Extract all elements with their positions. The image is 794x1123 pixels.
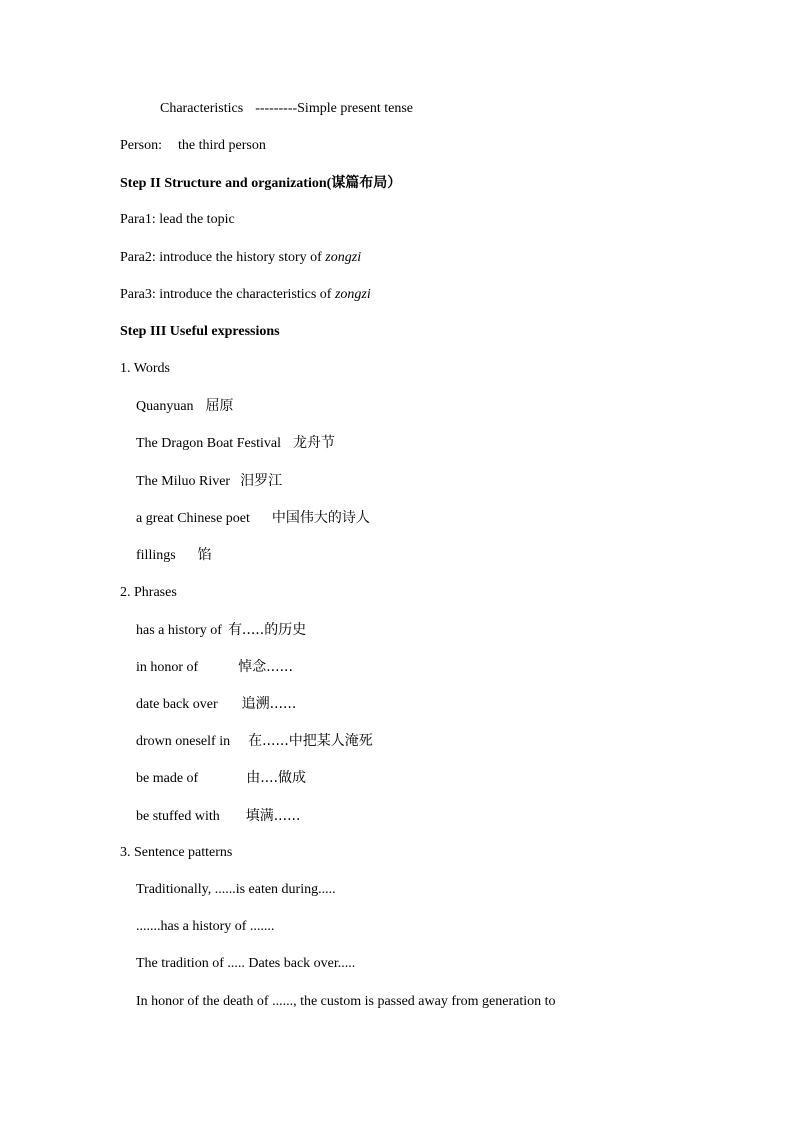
word-item (136, 474, 282, 489)
para2-line (120, 251, 361, 265)
phrase-item (136, 771, 306, 786)
word-cn: 中国伟大的诗人 (271, 510, 370, 526)
word-item (136, 511, 370, 526)
word-cn: 馅 (197, 547, 212, 563)
word-en: The Miluo River (136, 474, 231, 489)
words-heading: 1. Words (120, 361, 170, 376)
word-item (136, 399, 234, 414)
phrase-en: date back over (136, 697, 218, 712)
phrase-cn: 悼念...... (238, 659, 293, 675)
phrase-item (136, 660, 293, 675)
pattern-item: .......has a history of ....... (136, 919, 275, 934)
word-item (136, 548, 212, 563)
characteristics-line (160, 102, 413, 116)
step2-heading-cn: 谋篇布局） (331, 175, 402, 191)
step2-heading-text: Step II Structure and organization( (120, 176, 332, 191)
phrase-en: drown oneself in (136, 734, 231, 749)
person-label: Person: (120, 138, 162, 153)
phrase-item (136, 623, 306, 638)
person-line (120, 139, 266, 153)
para2-text: Para2: introduce the history story of (120, 250, 326, 265)
step2-heading (120, 176, 401, 191)
phrase-en: be stuffed with (136, 809, 220, 824)
para3-italic: zongzi (334, 287, 371, 302)
para3-text: Para3: introduce the characteristics of (120, 287, 335, 302)
phrase-cn: 追溯...... (241, 696, 297, 712)
word-cn: 屈原 (205, 398, 234, 414)
phrase-item (136, 809, 300, 824)
pattern-item: In honor of the death of ......, the custom is passed away from generation to (136, 994, 556, 1009)
phrase-cn: 由....做成 (246, 770, 307, 786)
phrase-en: has a history of (136, 623, 222, 638)
word-en: fillings (136, 548, 176, 563)
step3-heading: Step III Useful expressions (120, 324, 280, 339)
para3-line (120, 288, 371, 302)
phrase-en: in honor of (136, 660, 199, 675)
phrase-en: be made of (136, 771, 199, 786)
word-item (136, 436, 335, 451)
phrase-item (136, 697, 296, 712)
phrase-cn: 有.....的历史 (227, 622, 307, 638)
characteristics-value: ---------Simple present tense (255, 101, 414, 116)
person-value: the third person (178, 138, 266, 153)
para2-italic: zongzi (325, 250, 362, 265)
word-cn: 龙舟节 (293, 435, 336, 451)
word-en: a great Chinese poet (136, 511, 250, 526)
characteristics-label: Characteristics (160, 101, 244, 116)
word-en: The Dragon Boat Festival (136, 436, 282, 451)
phrases-heading: 2. Phrases (120, 585, 177, 600)
phrase-cn: 在......中把某人淹死 (248, 733, 373, 749)
word-en: Quanyuan (136, 399, 194, 414)
word-cn: 汨罗江 (240, 473, 283, 489)
pattern-item: Traditionally, ......is eaten during..... (136, 882, 336, 897)
para1-line: Para1: lead the topic (120, 212, 235, 227)
pattern-item: The tradition of ..... Dates back over..... (136, 956, 356, 971)
phrase-cn: 填满...... (245, 808, 301, 824)
phrase-item (136, 734, 373, 749)
patterns-heading: 3. Sentence patterns (120, 845, 233, 860)
